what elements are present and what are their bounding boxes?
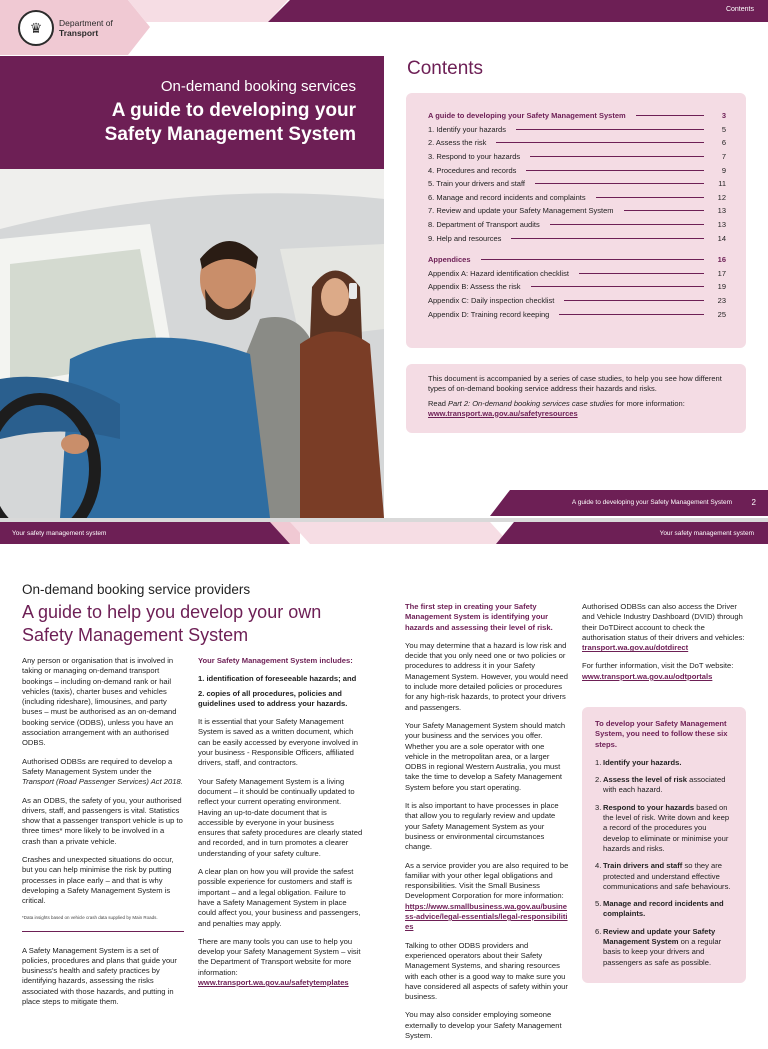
page-number: 2 [751, 498, 756, 507]
header-left-label: Your safety management system [12, 530, 107, 537]
toc-entry-page: 11 [718, 179, 726, 189]
toc-leader-line [526, 170, 704, 171]
toc-entry[interactable] [428, 307, 726, 321]
toc-entry-page: 13 [717, 206, 726, 216]
department-logo: ♛ Department of Transport [18, 10, 113, 46]
step-number: 3. [595, 802, 602, 812]
toc-leader-line [564, 300, 704, 301]
toc-leader-line [596, 197, 704, 198]
step-item [595, 861, 734, 892]
toc-entry-label: 1. Identify your hazards [428, 124, 506, 134]
footer-title: A guide to developing your Safety Management System [571, 499, 732, 506]
step-item [595, 927, 734, 968]
section-subtitle: On-demand booking service providers [22, 582, 251, 597]
step-number: 2. [595, 775, 602, 785]
toc-entry[interactable] [428, 231, 726, 245]
toc-entry-page: 19 [717, 282, 726, 292]
toc-entry-page: 6 [721, 138, 726, 148]
case-studies-note: This document is accompanied by a series of case studies, to help you see how different types of on-demand booking service address their hazards and risks. Read Part 2: On-demand booking services case studies for more information: www.transport.wa.gov.au/safetyresources [406, 364, 746, 433]
toc-entry-page: 23 [717, 296, 726, 306]
step-title: Assess the level of risk [603, 775, 687, 785]
toc-leader-line [516, 129, 704, 130]
divider [22, 931, 184, 932]
step-detail: associated with each hazard. [603, 775, 726, 795]
toc-entry[interactable] [428, 280, 726, 294]
toc-leader-line [550, 224, 704, 225]
toc-entry[interactable] [428, 150, 726, 164]
toc-entry[interactable] [428, 253, 726, 267]
toc-entry-page: 16 [717, 255, 726, 265]
toc-entry-page: 14 [717, 233, 726, 243]
toc-entry[interactable] [428, 191, 726, 205]
header-section-label: Contents [725, 6, 754, 13]
toc-leader-line [496, 142, 704, 143]
page-contents [0, 0, 768, 518]
toc-entry-page: 25 [717, 309, 726, 319]
column-2: Your Safety Management System includes: 1. identification of foreseeable hazards; and 2. copies of all procedures, policies and guidelines used to address your hazards. It is essential that your Safety Management System is saved as a written document, which can be easily accessed by everyone involved in your business - Responsible Officers, affiliated drivers, staff, and contractors. Your Safety Management System is a living document – it should be continually updated to reflect your current operating environment. Having an up-to-date document that is accessible by everyone in your business ensures that safety procedures are clearly stated and recorded, and in turn promotes a clearer understanding of your safety culture. A clear plan on how you will provide the safest possible experience for customers and staff is important – and a legal obligation. Failure to have a Safety Management System in place could affect you, your business and passengers, and penalties may apply. There are many tools you can use to help you develop your Safety Management System – visit the Department of Transport website for more information: www.transport.wa.gov.au/safetytemplates [198, 656, 363, 988]
toc-leader-line [530, 156, 704, 157]
header-right-label: Your safety management system [659, 530, 754, 537]
toc-leader-line [624, 210, 704, 211]
photo-illustration [0, 169, 384, 518]
odt-portals-link[interactable]: www.transport.wa.gov.au/odtportals [582, 671, 713, 681]
toc-entry-page: 9 [721, 165, 726, 175]
toc-entry[interactable] [428, 136, 726, 150]
includes-heading: Your Safety Management System includes: [198, 656, 353, 665]
toc-leader-line [511, 238, 704, 239]
toc-entry-label: 2. Assess the risk [428, 138, 487, 148]
step-number: 1. [595, 757, 602, 767]
toc-entry-label: 9. Help and resources [428, 233, 502, 243]
step-title: Respond to your hazards [603, 802, 695, 812]
hero-title: A guide to developing your Safety Management System [104, 100, 356, 145]
toc-entry-page: 7 [721, 152, 726, 162]
header-bar [0, 522, 768, 544]
toc-entry[interactable] [428, 109, 726, 123]
safety-resources-link[interactable]: www.transport.wa.gov.au/safetyresources [428, 408, 578, 418]
step-item [595, 803, 734, 854]
toc-entry-page: 12 [717, 192, 726, 202]
page-guide [0, 522, 768, 1040]
step-detail: based on the level of risk. Write down and keep a record of the procedures you develop to eliminate or minimise your hazards and risks. [603, 802, 730, 853]
crest-icon: ♛ [18, 10, 54, 46]
safety-templates-link[interactable]: www.transport.wa.gov.au/safetytemplates [198, 978, 349, 988]
toc-leader-line [636, 115, 704, 116]
contents-heading: Contents [407, 58, 484, 79]
first-step-heading: The first step in creating your Safety Management System is identifying your hazards and assessing their level of risk. [405, 602, 553, 632]
step-title: Identify your hazards. [603, 757, 682, 767]
column-1: Any person or organisation that is involved in taking or managing on-demand transport bookings – including on-demand rank or hail vehicles (taxis), charter buses and vehicles (including rideshare), limousines, and party buses – must be authorised as an on-demand booking service (ODBS), unless you have an association arrangement with an authorised ODBS. Authorised ODBSs are required to develop a Safety Management System under the Transport (Road Passenger Services) Act 2018. As an ODBS, the safety of you, your authorised drivers, staff, and passengers is vital. Statistics show that a passenger transport vehicle is up to three times* more likely to be involved in a crash than a private vehicle. Crashes and unexpected situations do occur, but you can help minimise the risk by putting processes in place early – and that is why developing a Safety Management System is critical. *Data insights based on vehicle crash data supplied by Main Roads. A Safety Management System is a set of policies, procedures and plans that guide your business's health and safety practices by identifying hazards, assessing the risks associated with those hazards, and putting in place steps to mitigate them. [22, 656, 183, 1007]
toc-leader-line [531, 286, 704, 287]
toc-entry-label: Appendices [428, 255, 471, 265]
toc-leader-line [579, 273, 704, 274]
toc-entry-label: Appendix C: Daily inspection checklist [428, 296, 555, 306]
step-item [595, 775, 734, 796]
step-title: Review and update your Safety Management System [603, 926, 716, 947]
toc-entry-label: 6. Manage and record incidents and complaints [428, 192, 586, 202]
hero-photo-driver-passenger [0, 169, 384, 518]
toc-entry[interactable] [428, 204, 726, 218]
six-steps-heading: To develop your Safety Management System, you need to follow these six steps. [595, 719, 728, 749]
step-number: 4. [595, 861, 602, 871]
hero-banner [0, 56, 384, 169]
hero-subtitle: On-demand booking services [160, 78, 356, 95]
toc-entry-label: Appendix A: Hazard identification checklist [428, 268, 569, 278]
step-number: 6. [595, 926, 602, 936]
dotdirect-link[interactable]: transport.wa.gov.au/dotdirect [582, 643, 689, 653]
toc-entry-label: 8. Department of Transport audits [428, 220, 540, 230]
header-bar [0, 0, 768, 24]
toc-entry-label: 7. Review and update your Safety Management System [428, 206, 614, 216]
toc-entry-page: 3 [721, 111, 726, 121]
toc-entry-label: 5. Train your drivers and staff [428, 179, 525, 189]
step-item [595, 899, 734, 920]
section-title: A guide to help you develop your own Safety Management System [22, 602, 322, 645]
footnote: *Data insights based on vehicle crash data supplied by Main Roads. [22, 914, 158, 920]
toc-entry-label: Appendix D: Training record keeping [428, 309, 550, 319]
step-detail: so they are protected and understand effective communications and safe behaviours. [603, 861, 731, 891]
column-4: Authorised ODBSs can also access the Driver and Vehicle Industry Dashboard (DVID) through their DoTDirect account to check the authorisation status of their drivers and vehicles: transport.wa.gov.au/dotdirect For further information, visit the DoT website: www.transport.wa.gov.au/odtportals [582, 602, 745, 681]
toc-leader-line [481, 259, 704, 260]
step-title: Manage and record incidents and complaints. [603, 899, 724, 919]
toc-entry[interactable] [428, 294, 726, 308]
toc-entry-label: A guide to developing your Safety Management System [428, 111, 626, 121]
toc-entry-label: 4. Procedures and records [428, 165, 517, 175]
six-steps-box [582, 707, 746, 983]
toc-entry[interactable] [428, 163, 726, 177]
toc-entry[interactable] [428, 218, 726, 232]
column-3: The first step in creating your Safety Management System is identifying your hazards and assessing their level of risk. You may determine that a hazard is low risk and decide that you only need one or two policies or procedures to address it in your Safety Management System. However, you would need to include more detailed policies or procedures for any high-risk hazards, to protect your drivers and passengers. Your Safety Management System should match your business and the services you offer. Whether you are a sole operator with one vehicle in the metropolitan area, or a larger ODBS in regional Western Australia, you must take the time to develop a Safety Management System before you start operating. It is also important to have processes in place that allow you to regularly review and update your Safety Management System as your business or environmental circumstances change. As a service provider you are also required to be familiar with your other legal obligations and responsibilities. Visit the Small Business Development Corporation for more information: https://www.smallbusiness.wa.gov.au/business-advice/legal-essentials/legal-responsibilities Talking to other ODBS providers and experienced operators about their Safety Management Systems, and sharing resources with each other is a good way to make sure you have considered all aspects of safety within your business. You may also consider employing someone externally to develop your Safety Management System. [405, 602, 569, 1040]
toc-entry-page: 5 [721, 124, 726, 134]
toc-entry[interactable] [428, 177, 726, 191]
toc-entry[interactable] [428, 123, 726, 137]
toc-leader-line [559, 314, 704, 315]
step-number: 5. [595, 899, 602, 909]
small-business-link[interactable]: https://www.smallbusiness.wa.gov.au/business-advice/legal-essentials/legal-responsibilities [405, 901, 568, 932]
toc-entry[interactable] [428, 267, 726, 281]
toc-leader-line [535, 183, 704, 184]
step-title: Train drivers and staff [603, 861, 683, 871]
table-of-contents [406, 93, 746, 348]
step-item [595, 758, 734, 768]
toc-entry-label: 3. Respond to your hazards [428, 152, 521, 162]
toc-entry-label: Appendix B: Assess the risk [428, 282, 521, 292]
step-detail: on a regular basis to keep your drivers and passengers as safe as possible. [603, 937, 722, 967]
toc-entry-page: 13 [717, 220, 726, 230]
toc-entry-page: 17 [717, 268, 726, 278]
